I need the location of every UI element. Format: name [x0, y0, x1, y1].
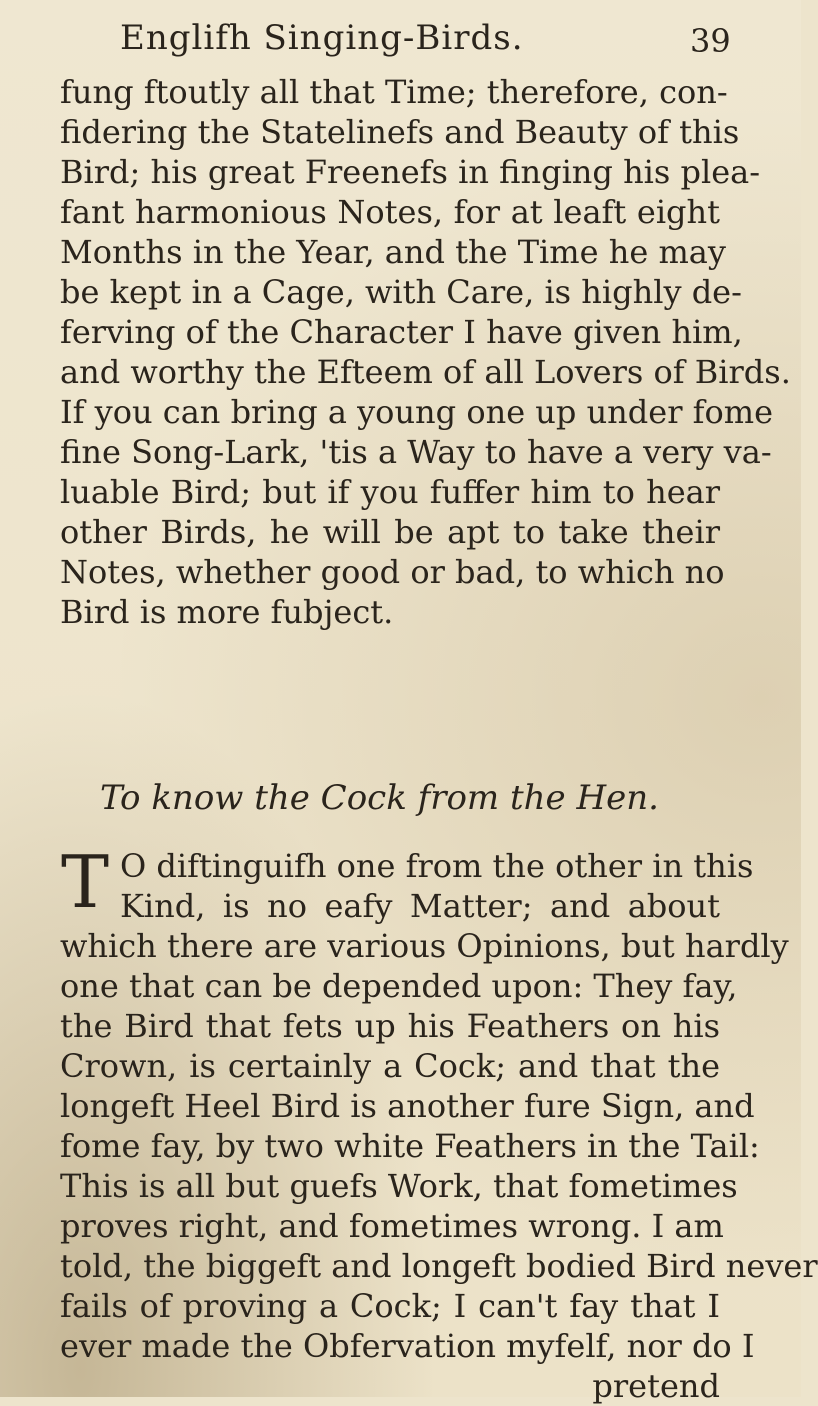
text-line: which there are various Opinions, but hardly — [60, 927, 789, 965]
text-line: If you can bring a young one up under fome — [60, 393, 774, 431]
text-line: Months in the Year, and the Time he may — [60, 233, 726, 271]
catchword: pretend — [592, 1367, 720, 1405]
page-number: 39 — [690, 22, 731, 60]
text-line: one that can be depended upon: They fay, — [60, 967, 738, 1005]
text-line: luable Bird; but if you fuffer him to hear — [60, 473, 720, 511]
section-heading: To know the Cock from the Hen. — [100, 778, 659, 818]
text-line: fails of proving a Cock; I can't fay that I — [60, 1287, 720, 1325]
text-line: ferving of the Character I have given him, — [60, 313, 743, 351]
text-line: This is all but guefs Work, that fometimes — [60, 1167, 738, 1205]
drop-cap: T — [60, 840, 110, 924]
text-line: proves right, and fometimes wrong. I am — [60, 1207, 724, 1245]
page-header — [0, 10, 801, 70]
text-line: Bird is more fubject. — [60, 593, 394, 631]
text-line: the Bird that fets up his Feathers on his — [60, 1007, 720, 1045]
text-line: other Birds, he will be apt to take their — [60, 513, 720, 551]
text-line: ever made the Obfervation myfelf, nor do I — [60, 1327, 755, 1365]
paragraph-2 — [60, 840, 818, 1406]
text-line: be kept in a Cage, with Care, is highly de- — [60, 273, 742, 311]
text-line: fung ftoutly all that Time; therefore, con- — [60, 73, 728, 111]
text-line: Bird; his great Freenefs in finging his plea- — [60, 153, 761, 191]
text-line: longeft Heel Bird is another fure Sign, and — [60, 1087, 755, 1125]
text-line: told, the biggeft and longeft bodied Bird never — [60, 1247, 818, 1285]
running-head: Englifh Singing-Birds. — [120, 18, 524, 58]
text-line: Kind, is no eafy Matter; and about — [120, 887, 720, 925]
text-line: fant harmonious Notes, for at leaft eight — [60, 193, 720, 231]
text-line: Crown, is certainly a Cock; and that the — [60, 1047, 720, 1085]
text-line: fine Song-Lark, 'tis a Way to have a very va- — [60, 433, 772, 471]
text-line: fome fay, by two white Feathers in the Tail: — [60, 1127, 760, 1165]
text-line: Notes, whether good or bad, to which no — [60, 553, 725, 591]
paragraph-1 — [60, 72, 791, 632]
text-line: and worthy the Efteem of all Lovers of Birds. — [60, 353, 791, 391]
text-line: fidering the Statelinefs and Beauty of this — [60, 113, 740, 151]
text-line: O diftinguifh one from the other in this — [120, 847, 754, 885]
